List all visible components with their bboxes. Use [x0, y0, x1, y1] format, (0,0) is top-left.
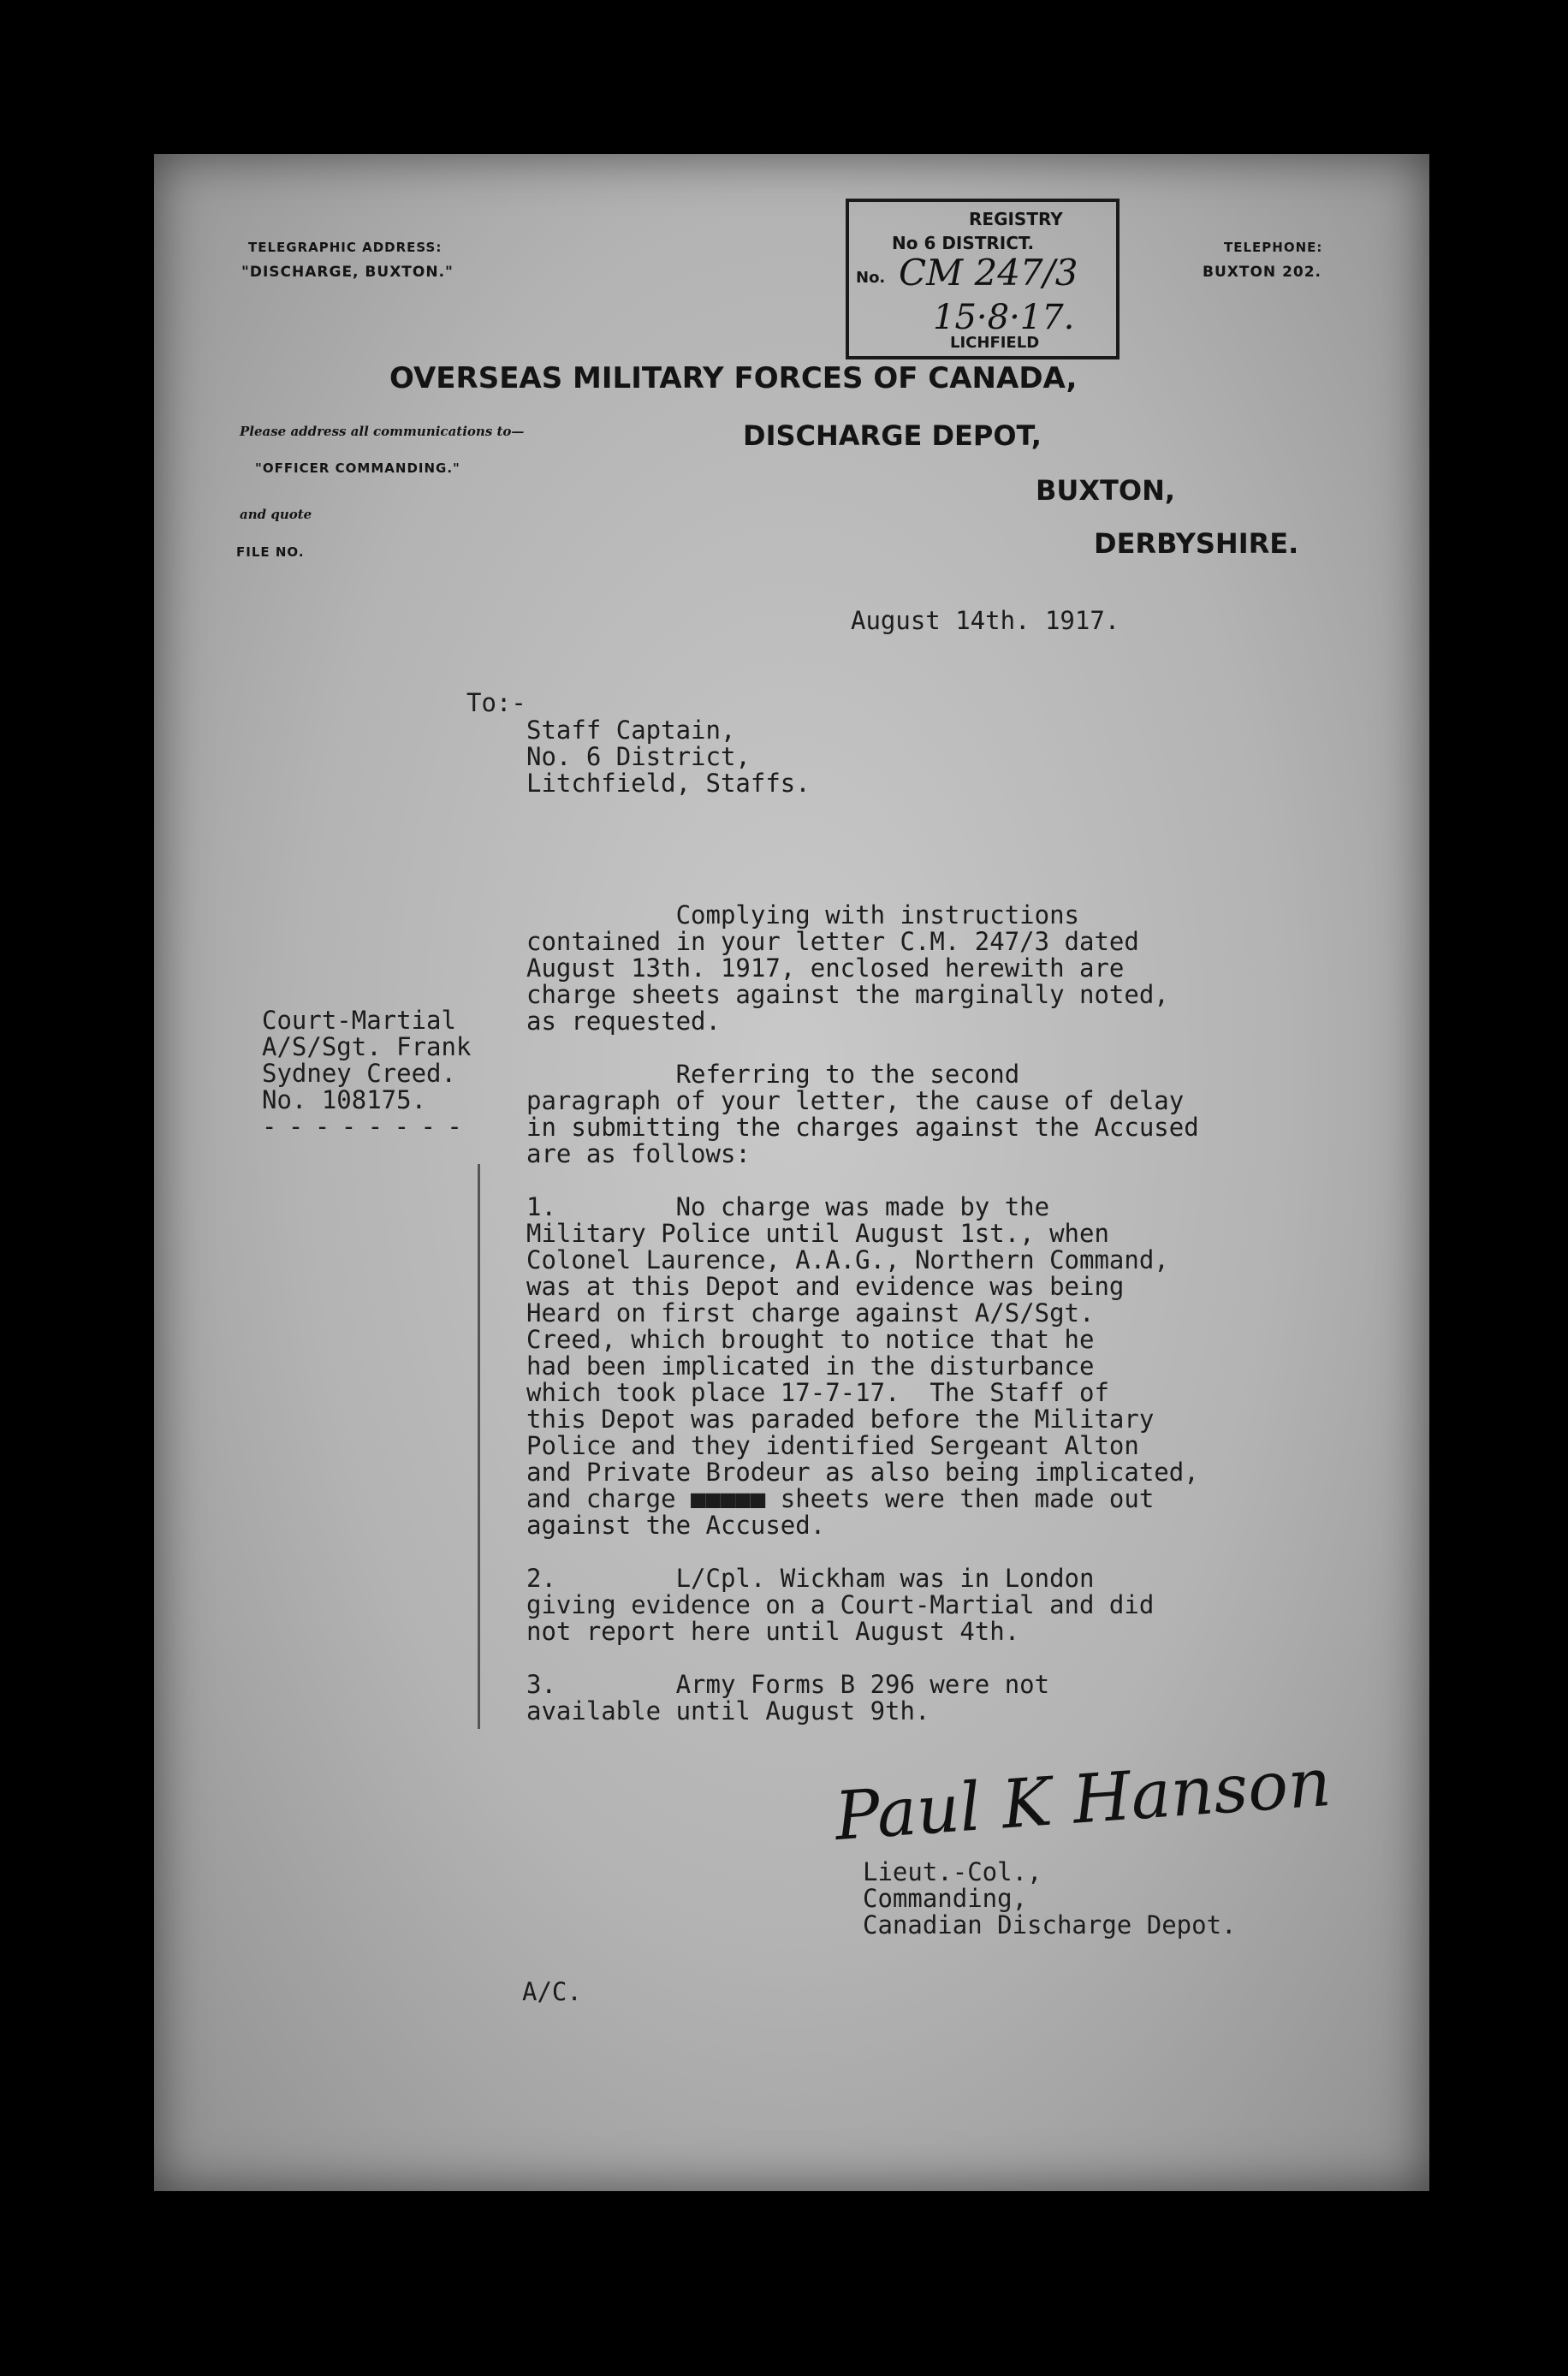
telephone-value: BUXTON 202. [1203, 264, 1322, 281]
recipient-line-1: Staff Captain, [526, 716, 736, 745]
point2-line-1: 2. L/Cpl. Wickham was in London [526, 1564, 1095, 1593]
point1-line-1: 1. No charge was made by the [526, 1192, 1050, 1221]
margin-note-4: No. 108175. [262, 1085, 427, 1114]
para1-line-4: charge sheets against the marginally noted, [526, 980, 1169, 1009]
margin-note-rule: - - - - - - - - [262, 1112, 460, 1141]
recipient-line-3: Litchfield, Staffs. [526, 769, 811, 798]
stamp-district: No 6 DISTRICT. [892, 233, 1035, 253]
footer-initials: A/C. [522, 1977, 582, 2006]
point1-line-2: Military Police until August 1st., when [526, 1219, 1109, 1248]
registry-stamp [846, 199, 1120, 359]
telegraphic-label: TELEGRAPHIC ADDRESS: [248, 240, 442, 255]
para1-line-2: contained in your letter C.M. 247/3 dated [526, 927, 1139, 956]
point1-line-12: and charge ■■■■■ sheets were then made out [526, 1484, 1155, 1513]
recipient-line-2: No. 6 District, [526, 742, 751, 771]
point1-line-5: Heard on first charge against A/S/Sgt. [526, 1298, 1095, 1328]
org-county: DERBYSHIRE. [1094, 527, 1299, 560]
para1-line-1: Complying with instructions [526, 900, 1080, 930]
point1-line-7: had been implicated in the disturbance [526, 1351, 1095, 1381]
stamp-no-label: No. [856, 269, 886, 287]
para2-line-2: paragraph of your letter, the cause of delay [526, 1086, 1185, 1115]
signoff-line-1: Lieut.-Col., [863, 1857, 1042, 1886]
org-heading: OVERSEAS MILITARY FORCES OF CANADA, [389, 361, 1078, 395]
point2-line-3: not report here until August 4th. [526, 1617, 1020, 1646]
margin-note-3: Sydney Creed. [262, 1059, 456, 1088]
letter-date: August 14th. 1917. [851, 606, 1120, 635]
to-label: To:- [466, 688, 526, 717]
point1-line-11: and Private Brodeur as also being implicated, [526, 1458, 1199, 1487]
stamp-lichfield: LICHFIELD [950, 334, 1040, 352]
stamp-date-handwritten: 15·8·17. [933, 298, 1075, 337]
margin-note-1: Court-Martial [262, 1006, 456, 1035]
para2-line-3: in submitting the charges against the Accused [526, 1113, 1199, 1142]
point1-line-13: against the Accused. [526, 1511, 826, 1540]
org-town: BUXTON, [1036, 474, 1176, 507]
signoff-line-3: Canadian Discharge Depot. [863, 1910, 1237, 1939]
officer-commanding: "OFFICER COMMANDING." [255, 460, 460, 476]
para1-line-5: as requested. [526, 1007, 721, 1036]
telegraphic-value: "DISCHARGE, BUXTON." [241, 264, 454, 281]
point3-line-1: 3. Army Forms B 296 were not [526, 1670, 1050, 1699]
address-note: Please address all communications to— [240, 424, 525, 439]
para1-line-3: August 13th. 1917, enclosed herewith are [526, 953, 1125, 983]
point1-line-8: which took place 17-7-17. The Staff of [526, 1378, 1109, 1407]
margin-note-2: A/S/Sgt. Frank [262, 1032, 472, 1061]
file-no: FILE NO. [236, 544, 305, 560]
para2-line-4: are as follows: [526, 1139, 751, 1168]
org-depot: DISCHARGE DEPOT, [743, 419, 1042, 452]
point1-line-3: Colonel Laurence, A.A.G., Northern Command, [526, 1245, 1169, 1274]
telephone-label: TELEPHONE: [1224, 240, 1323, 255]
point1-line-9: this Depot was paraded before the Military [526, 1405, 1155, 1434]
point1-line-10: Police and they identified Sergeant Alton [526, 1431, 1139, 1460]
para2-line-1: Referring to the second [526, 1060, 1020, 1089]
and-quote: and quote [240, 507, 312, 522]
stamp-registry: REGISTRY [969, 209, 1063, 229]
signoff-line-2: Commanding, [863, 1884, 1028, 1913]
point1-line-4: was at this Depot and evidence was being [526, 1272, 1125, 1301]
point2-line-2: giving evidence on a Court-Martial and did [526, 1590, 1155, 1619]
stamp-number-handwritten: CM 247/3 [899, 252, 1078, 294]
signature: Paul K Hanson [832, 1743, 1333, 1856]
point3-line-2: available until August 9th. [526, 1696, 930, 1726]
point1-line-6: Creed, which brought to notice that he [526, 1325, 1095, 1354]
document-page [154, 154, 1429, 2191]
margin-rule [478, 1164, 480, 1729]
